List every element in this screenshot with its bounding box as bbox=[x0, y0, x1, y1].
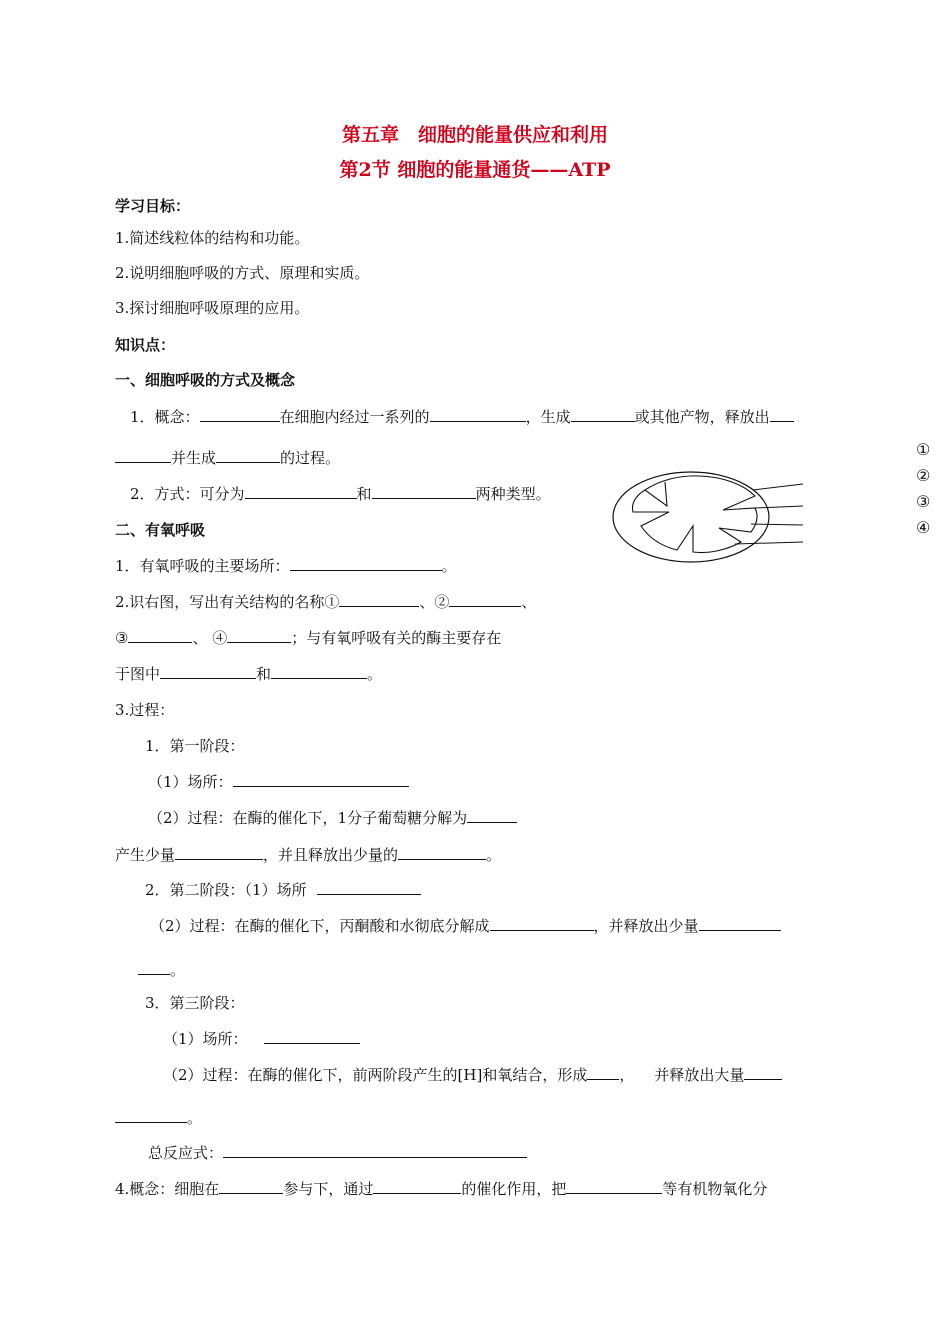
mitochondrion-diagram bbox=[605, 462, 805, 572]
text: ③ bbox=[115, 629, 129, 647]
text: （2）过程：在酶的催化下，前两阶段产生的[H]和氧结合，形成 bbox=[163, 1066, 588, 1084]
stage3-site-line bbox=[163, 1029, 360, 1049]
part2-identify-line3 bbox=[115, 664, 382, 684]
stage3-process-line1 bbox=[163, 1065, 782, 1085]
text: ，并且释放出少量的 bbox=[263, 846, 399, 864]
stage1-process-line2 bbox=[115, 845, 501, 865]
answer-blank[interactable] bbox=[290, 556, 442, 571]
answer-blank[interactable] bbox=[138, 960, 170, 975]
text: ；与有氧呼吸有关的酶主要存在 bbox=[291, 629, 502, 647]
part1-concept-line2 bbox=[115, 448, 340, 468]
answer-blank[interactable] bbox=[744, 1065, 782, 1080]
text: ，生成 bbox=[525, 408, 571, 426]
chapter-title: 第五章 细胞的能量供应和利用 bbox=[341, 124, 608, 146]
answer-blank[interactable] bbox=[373, 1179, 461, 1194]
answer-blank[interactable] bbox=[449, 592, 521, 607]
text: 、 bbox=[521, 593, 537, 611]
answer-blank[interactable] bbox=[317, 880, 421, 895]
text: 在细胞内经过一系列的 bbox=[279, 408, 430, 426]
text: 的过程。 bbox=[280, 449, 341, 467]
answer-blank[interactable] bbox=[571, 407, 635, 422]
total-equation-line bbox=[148, 1143, 527, 1163]
figure-label-2: ② bbox=[916, 466, 931, 485]
text: 。 bbox=[486, 846, 502, 864]
text: 参与下，通过 bbox=[283, 1180, 374, 1198]
answer-blank[interactable] bbox=[264, 1029, 360, 1044]
text: 1．有氧呼吸的主要场所： bbox=[115, 557, 290, 575]
text: 的催化作用，把 bbox=[461, 1180, 567, 1198]
text: （1）场所： bbox=[148, 773, 233, 791]
answer-blank[interactable] bbox=[200, 407, 280, 422]
aerobic-concept-line bbox=[115, 1179, 767, 1199]
text: 等有机物氧化分 bbox=[662, 1180, 768, 1198]
text: （1）场所： bbox=[163, 1030, 248, 1048]
answer-blank[interactable] bbox=[372, 484, 476, 499]
answer-blank[interactable] bbox=[467, 808, 517, 823]
answer-blank[interactable] bbox=[233, 772, 409, 787]
text: 于图中 bbox=[115, 665, 161, 683]
answer-blank[interactable] bbox=[430, 407, 526, 422]
answer-blank[interactable] bbox=[587, 1065, 619, 1080]
figure-label-3: ③ bbox=[916, 492, 931, 511]
answer-blank[interactable] bbox=[175, 845, 263, 860]
text: （2）过程：在酶的催化下，丙酮酸和水彻底分解成 bbox=[150, 917, 490, 935]
stage1-site-line bbox=[148, 772, 409, 792]
inner-membrane-cristae bbox=[633, 476, 758, 553]
text: （2）过程：在酶的催化下，1分子葡萄糖分解为 bbox=[148, 809, 468, 827]
answer-blank[interactable] bbox=[490, 916, 594, 931]
text: 或其他产物，释放出 bbox=[634, 408, 770, 426]
text: 2．方式：可分为 bbox=[130, 485, 245, 503]
part1-heading: 一、细胞呼吸的方式及概念 bbox=[115, 371, 296, 389]
answer-blank[interactable] bbox=[271, 664, 367, 679]
answer-blank[interactable] bbox=[128, 628, 192, 643]
answer-blank[interactable] bbox=[227, 628, 291, 643]
goal-item: 3.探讨细胞呼吸原理的应用。 bbox=[115, 299, 310, 317]
text: 产生少量 bbox=[115, 846, 176, 864]
stage1-title: 1．第一阶段： bbox=[145, 737, 245, 755]
answer-blank[interactable] bbox=[216, 448, 280, 463]
text: 、 ④ bbox=[192, 629, 228, 647]
text: 、② bbox=[419, 593, 450, 611]
section-title: 第2节 细胞的能量通货——ATP bbox=[339, 159, 611, 181]
part1-mode-line bbox=[130, 484, 551, 504]
part2-site-line bbox=[115, 556, 457, 576]
answer-blank[interactable] bbox=[699, 916, 781, 931]
answer-blank[interactable] bbox=[160, 664, 256, 679]
text: 和 bbox=[356, 485, 372, 503]
process-heading: 3.过程： bbox=[115, 701, 175, 719]
part1-concept-line1 bbox=[130, 407, 794, 427]
text: 并生成 bbox=[171, 449, 217, 467]
answer-blank[interactable] bbox=[339, 592, 419, 607]
text: ，并释放出少量 bbox=[593, 917, 699, 935]
answer-blank[interactable] bbox=[770, 407, 794, 422]
answer-blank[interactable] bbox=[115, 1108, 187, 1123]
text: 2．第二阶段：（1）场所 bbox=[145, 881, 307, 899]
text: 。 bbox=[367, 665, 383, 683]
answer-blank[interactable] bbox=[219, 1179, 283, 1194]
answer-blank[interactable] bbox=[566, 1179, 662, 1194]
text: 。 bbox=[187, 1109, 203, 1127]
figure-label-4: ④ bbox=[916, 518, 931, 537]
part2-identify-line bbox=[115, 592, 536, 612]
text: 总反应式： bbox=[148, 1144, 224, 1162]
part2-heading: 二、有氧呼吸 bbox=[115, 521, 206, 539]
stage1-process-line1 bbox=[148, 808, 517, 828]
answer-blank[interactable] bbox=[115, 448, 171, 463]
text: 1．概念： bbox=[130, 408, 200, 426]
text: 2.识右图，写出有关结构的名称① bbox=[115, 593, 340, 611]
text: 。 bbox=[170, 961, 186, 979]
goal-item: 2.说明细胞呼吸的方式、原理和实质。 bbox=[115, 264, 370, 282]
goals-heading: 学习目标： bbox=[115, 197, 191, 215]
answer-blank[interactable] bbox=[223, 1143, 527, 1158]
text: 4.概念：细胞在 bbox=[115, 1180, 220, 1198]
text: ， bbox=[619, 1066, 635, 1084]
text: 两种类型。 bbox=[475, 485, 551, 503]
text: 和 bbox=[256, 665, 272, 683]
answer-blank[interactable] bbox=[245, 484, 357, 499]
stage3-process-line2 bbox=[115, 1108, 202, 1128]
outer-membrane bbox=[613, 472, 769, 562]
goal-item: 1.简述线粒体的结构和功能。 bbox=[115, 229, 310, 247]
figure-label-1: ① bbox=[916, 440, 931, 459]
text: 。 bbox=[441, 557, 457, 575]
knowledge-heading: 知识点： bbox=[115, 336, 176, 354]
stage2-line bbox=[145, 880, 421, 900]
text: 并释放出大量 bbox=[654, 1066, 745, 1084]
part2-identify-line2 bbox=[115, 628, 501, 648]
stage3-title: 3．第三阶段： bbox=[145, 994, 245, 1012]
stage2-process-line1 bbox=[150, 916, 781, 936]
stage2-process-line2 bbox=[138, 960, 185, 980]
answer-blank[interactable] bbox=[398, 845, 486, 860]
